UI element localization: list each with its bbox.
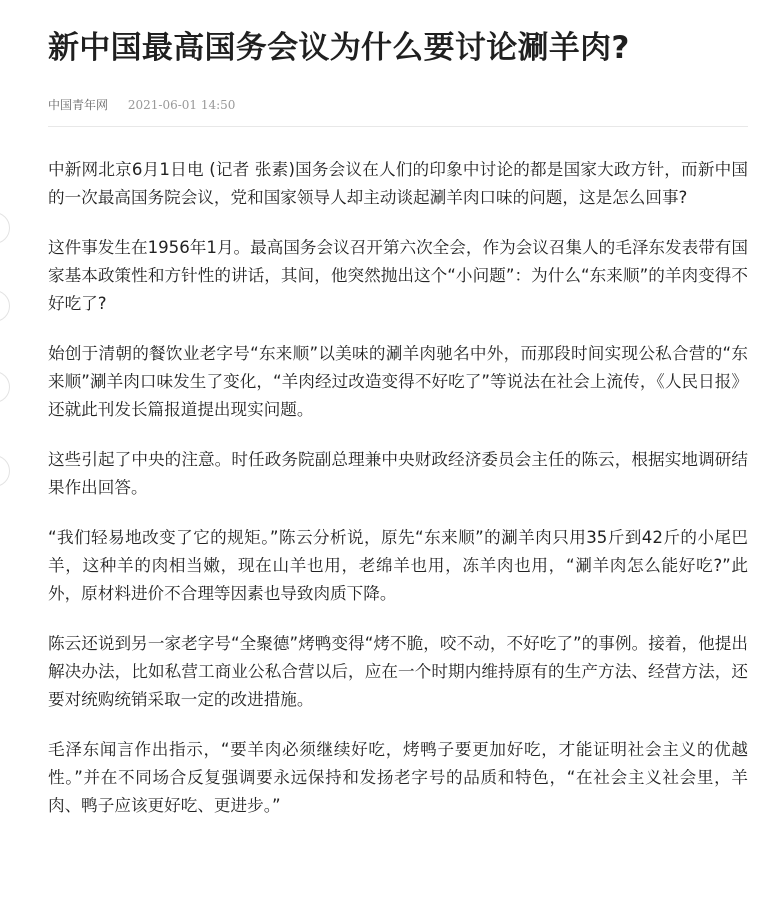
title-divider <box>48 126 748 127</box>
article-paragraph-4: 这些引起了中央的注意。时任政务院副总理兼中央财政经济委员会主任的陈云，根据实地调研结果作出回答。 <box>48 450 748 497</box>
article-paragraph-3: 始创于清朝的餐饮业老字号“东来顺”以美味的涮羊肉驰名中外，而那段时间实现公私合营的“东来顺”涮羊肉口味发生了变化，“羊肉经过改造变得不好吃了”等说法在社会上流传，《人民日报》还就此刊发长篇报道提出现实问题。 <box>48 344 748 419</box>
article-paragraph-1: 中新网北京6月1日电 (记者 张素)国务会议在人们的印象中讨论的都是国家大政方针，而新中国的一次最高国务院会议，党和国家领导人却主动谈起涮羊肉口味的问题，这是怎么回事? <box>48 160 748 207</box>
article-paragraph-5: “我们轻易地改变了它的规矩。”陈云分析说，原先“东来顺”的涮羊肉只用35斤到42斤的小尾巴羊，这种羊的肉相当嫩，现在山羊也用，老绵羊也用，冻羊肉也用，“涮羊肉怎么能好吃?”此外，原材料进价不合理等因素也导致肉质下降。 <box>48 528 748 603</box>
share-button-4[interactable] <box>0 455 10 487</box>
share-button-1[interactable] <box>0 212 10 244</box>
article-meta <box>48 97 235 113</box>
article-source[interactable]: 中国青年网 <box>48 98 109 112</box>
article-body <box>48 156 748 842</box>
article-datetime: 2021-06-01 14:50 <box>127 98 236 112</box>
article-title: 新中国最高国务会议为什么要讨论涮羊肉? <box>48 30 630 66</box>
article-paragraph-2: 这件事发生在1956年1月。最高国务会议召开第六次全会，作为会议召集人的毛泽东发表带有国家基本政策性和方针性的讲话，其间，他突然抛出这个“小问题”：为什么“东来顺”的羊肉变得不好吃了? <box>48 238 748 313</box>
share-button-3[interactable] <box>0 371 10 403</box>
article-paragraph-7: 毛泽东闻言作出指示，“要羊肉必须继续好吃，烤鸭子要更加好吃，才能证明社会主义的优越性。”并在不同场合反复强调要永远保持和发扬老字号的品质和特色，“在社会主义社会里，羊肉、鸭子应该更好吃、更进步。” <box>48 740 748 815</box>
article-paragraph-6: 陈云还说到另一家老字号“全聚德”烤鸭变得“烤不脆，咬不动，不好吃了”的事例。接着，他提出解决办法，比如私营工商业公私合营以后，应在一个时期内维持原有的生产方法、经营方法，还要对统购统销采取一定的改进措施。 <box>48 634 748 709</box>
share-button-2[interactable] <box>0 290 10 322</box>
